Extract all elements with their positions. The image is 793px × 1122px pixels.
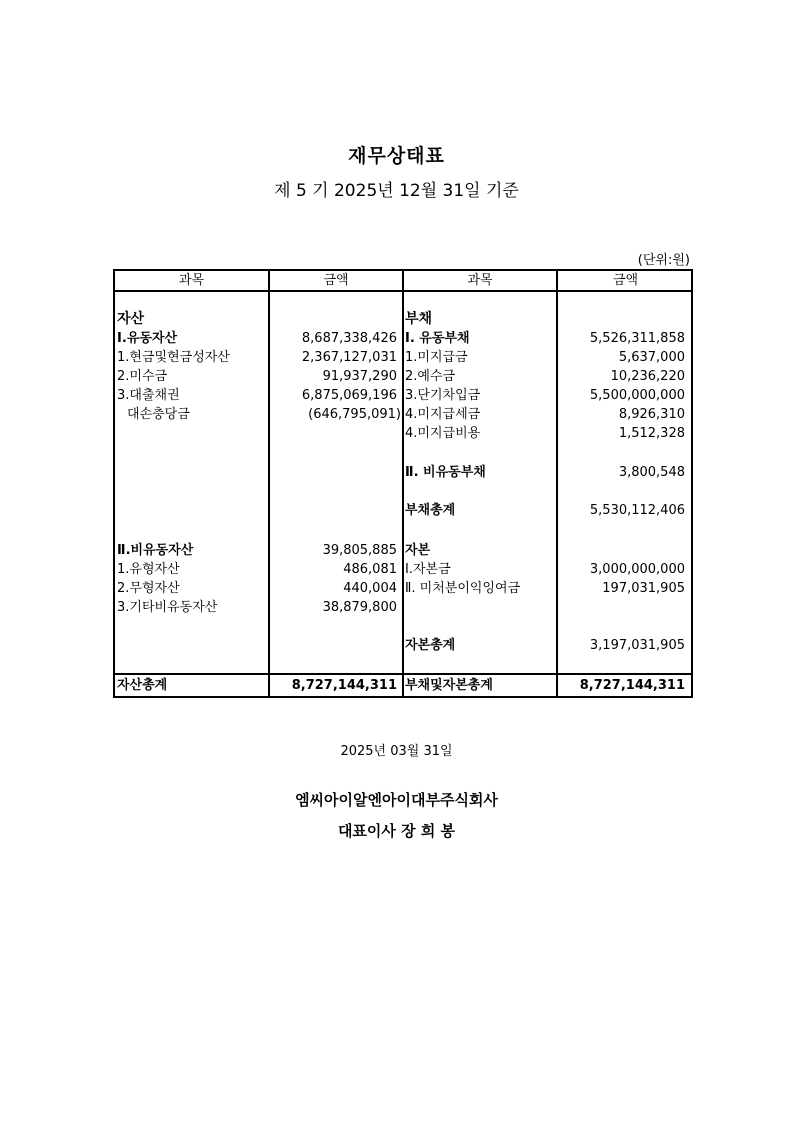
report-date: 2025년 03월 31일 — [340, 744, 453, 759]
liability-item-amount: 5,637,000 — [618, 350, 685, 365]
asset-item-amount: 91,937,290 — [322, 369, 397, 384]
equity-item-label: Ⅰ.자본금 — [405, 562, 451, 577]
liability-item-amount: 10,236,220 — [610, 369, 685, 384]
asset-item-amount: (646,795,091) — [308, 407, 401, 422]
asset-item-label: 3.기타비유동자산 — [117, 600, 218, 615]
company-name: 엠씨아이알엔아이대부주식회사 — [295, 791, 498, 809]
column-divider — [402, 271, 404, 696]
balance-sheet-table — [113, 269, 693, 698]
current-liabilities-amount: 5,526,311,858 — [589, 331, 685, 346]
liability-item-label: 4.미지급세금 — [405, 407, 481, 422]
noncurrent-assets-amount: 39,805,885 — [322, 543, 397, 558]
asset-item-amount: 440,004 — [343, 581, 397, 596]
liabilities-total-label: 부채총계 — [405, 503, 456, 518]
assets-total-amount: 8,727,144,311 — [291, 678, 397, 693]
noncurrent-liabilities-label: Ⅱ. 비유동부채 — [405, 465, 486, 480]
current-liabilities-label: Ⅰ. 유동부채 — [405, 331, 470, 346]
liability-item-label: 3.단기차입금 — [405, 388, 481, 403]
equity-item-label: Ⅱ. 미처분이익잉여금 — [405, 581, 521, 596]
asset-item-amount: 38,879,800 — [322, 600, 397, 615]
noncurrent-assets-label: Ⅱ.비유동자산 — [117, 543, 194, 558]
asset-item-label: 3.대출채권 — [117, 388, 180, 403]
equity-total-label: 자본총계 — [405, 638, 456, 653]
liabilities-section-title: 부채 — [405, 311, 433, 327]
asset-item-amount: 486,081 — [343, 562, 397, 577]
header-subject-left: 과목 — [178, 273, 205, 288]
asset-item-label: 2.미수금 — [117, 369, 168, 384]
liability-item-label: 2.예수금 — [405, 369, 456, 384]
header-amount-right: 금액 — [612, 273, 639, 288]
asset-item-label: 2.무형자산 — [117, 581, 180, 596]
document-title: 재무상태표 — [348, 145, 445, 167]
liability-item-amount: 5,500,000,000 — [589, 388, 685, 403]
header-amount-left: 금액 — [323, 273, 349, 288]
equity-item-amount: 197,031,905 — [602, 581, 685, 596]
asset-item-label: 1.유형자산 — [117, 562, 180, 577]
asset-item-label: 대손충당금 — [127, 407, 190, 422]
grand-total-label: 부채및자본총계 — [405, 678, 493, 693]
liabilities-total-amount: 5,530,112,406 — [589, 503, 685, 518]
asset-item-amount: 6,875,069,196 — [301, 388, 397, 403]
current-assets-label: Ⅰ.유동자산 — [117, 331, 178, 346]
noncurrent-liabilities-amount: 3,800,548 — [618, 465, 685, 480]
asset-item-amount: 2,367,127,031 — [301, 350, 397, 365]
liability-item-label: 1.미지급금 — [405, 350, 468, 365]
document-subtitle: 제 5 기 2025년 12월 31일 기준 — [274, 181, 519, 201]
equity-total-amount: 3,197,031,905 — [589, 638, 685, 653]
equity-item-amount: 3,000,000,000 — [589, 562, 685, 577]
assets-total-label: 자산총계 — [117, 678, 168, 693]
unit-label: (단위:원) — [637, 253, 690, 268]
current-assets-amount: 8,687,338,426 — [301, 331, 397, 346]
liability-item-amount: 8,926,310 — [618, 407, 685, 422]
equity-section-title: 자본 — [405, 543, 431, 558]
header-subject-right: 과목 — [467, 273, 493, 288]
liability-item-amount: 1,512,328 — [618, 426, 685, 441]
liability-item-label: 4.미지급비용 — [405, 426, 481, 441]
grand-total-amount: 8,727,144,311 — [579, 678, 685, 693]
assets-section-title: 자산 — [117, 311, 145, 327]
ceo-name: 대표이사 장 희 봉 — [337, 822, 456, 840]
asset-item-label: 1.현금및현금성자산 — [117, 350, 230, 365]
total-divider — [115, 673, 691, 675]
